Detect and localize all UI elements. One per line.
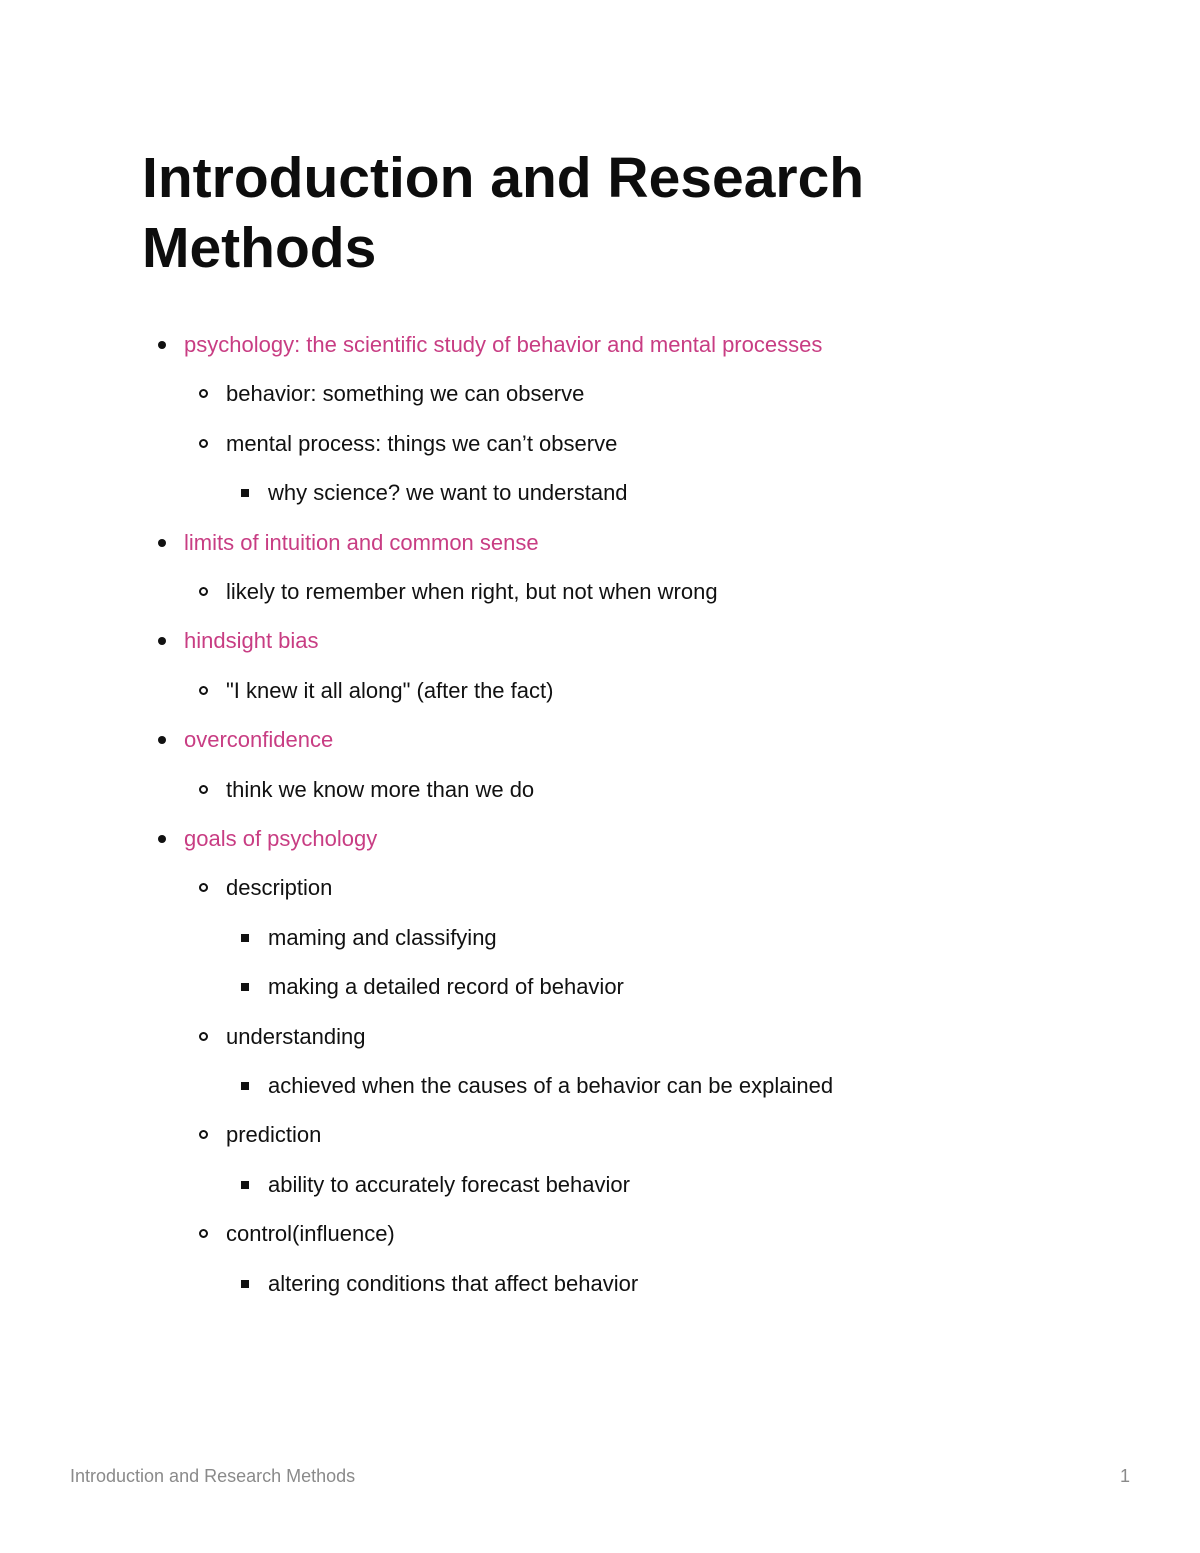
disc-bullet-icon: [158, 637, 166, 645]
circle-bullet-icon: [199, 1130, 208, 1139]
square-bullet-icon: [241, 983, 249, 991]
list-item-text: limits of intuition and common sense: [184, 530, 539, 555]
list-item-text: goals of psychology: [184, 826, 378, 851]
list-item-text: mental process: things we can’t observe: [226, 431, 618, 456]
list-item-text: ability to accurately forecast behavior: [268, 1172, 630, 1197]
circle-bullet-icon: [199, 389, 208, 398]
list-item-text: understanding: [226, 1024, 366, 1049]
square-bullet-icon: [241, 1280, 249, 1288]
list-item-text: behavior: something we can observe: [226, 381, 585, 406]
square-bullet-icon: [241, 934, 249, 942]
list-item-text: think we know more than we do: [226, 777, 535, 802]
square-bullet-icon: [241, 1181, 249, 1189]
page-title: Introduction and Research Methods: [142, 146, 865, 280]
list-item-text: making a detailed record of behavior: [268, 974, 624, 999]
disc-bullet-icon: [158, 736, 166, 744]
list-item-text: psychology: the scientific study of behavior and mental processes: [184, 332, 823, 357]
list-item-text: maming and classifying: [268, 925, 497, 950]
list-item-text: hindsight bias: [184, 628, 319, 653]
footer-document-title: Introduction and Research Methods: [70, 1466, 356, 1486]
disc-bullet-icon: [158, 835, 166, 843]
list-item-text: "I knew it all along" (after the fact): [226, 678, 554, 703]
footer-page-number: 1: [1119, 1466, 1130, 1486]
list-item-text: control(influence): [226, 1221, 395, 1246]
list-item-text: achieved when the causes of a behavior can be explained: [268, 1073, 834, 1098]
circle-bullet-icon: [199, 1032, 208, 1041]
list-item-text: prediction: [226, 1122, 322, 1147]
list-item-text: description: [226, 875, 333, 900]
circle-bullet-icon: [199, 686, 208, 695]
list-item-text: why science? we want to understand: [268, 480, 628, 505]
circle-bullet-icon: [199, 785, 208, 794]
square-bullet-icon: [241, 489, 249, 497]
circle-bullet-icon: [199, 587, 208, 596]
list-item-text: likely to remember when right, but not when wrong: [226, 579, 718, 604]
list-item-text: altering conditions that affect behavior: [268, 1271, 639, 1296]
circle-bullet-icon: [199, 1229, 208, 1238]
square-bullet-icon: [241, 1082, 249, 1090]
circle-bullet-icon: [199, 883, 208, 892]
disc-bullet-icon: [158, 539, 166, 547]
circle-bullet-icon: [199, 439, 208, 448]
disc-bullet-icon: [158, 341, 166, 349]
list-item-text: overconfidence: [184, 727, 334, 752]
